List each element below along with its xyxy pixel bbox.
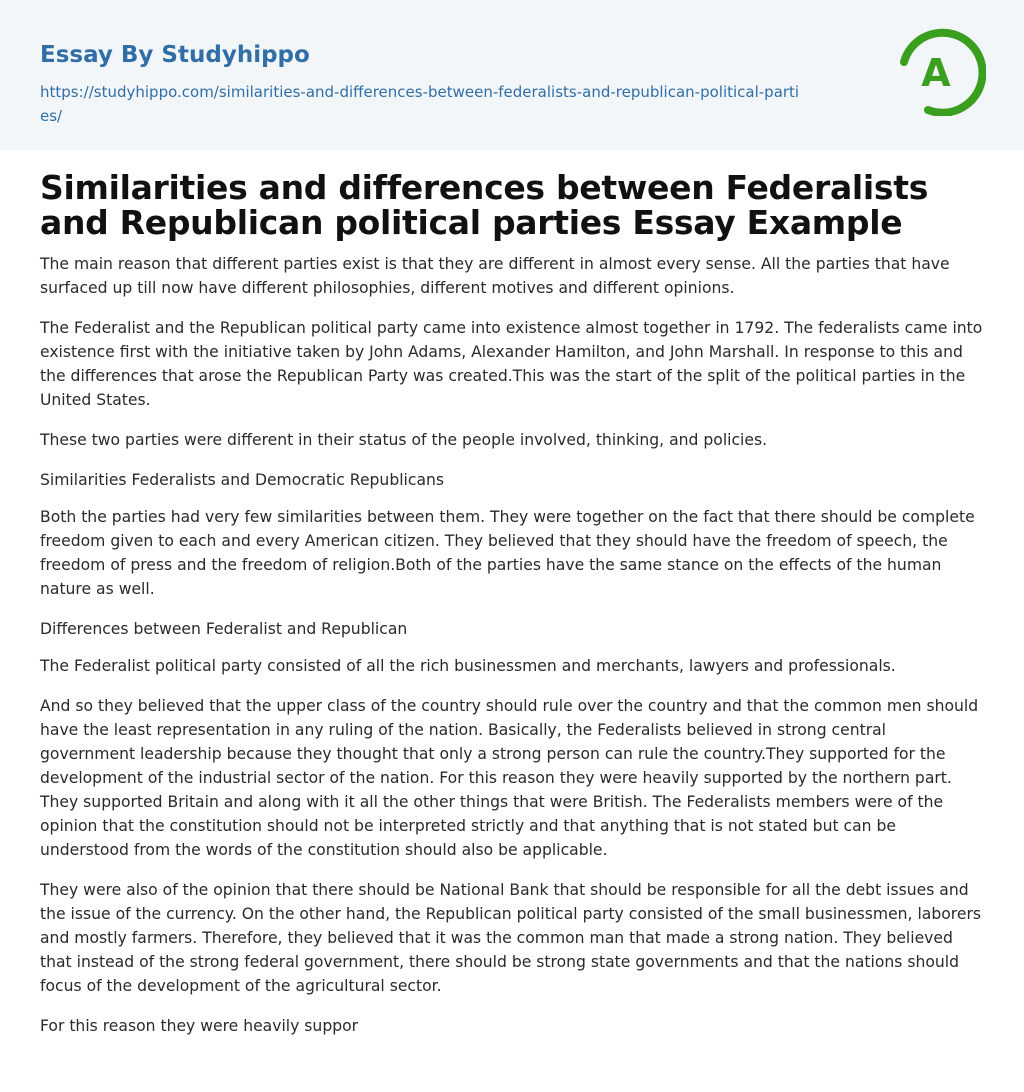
site-header — [0, 0, 1024, 150]
paragraph-truncated: For this reason they were heavily suppor — [40, 1017, 359, 1035]
brand-name: Essay By Studyhippo — [40, 42, 310, 68]
paragraph: The Federalist and the Republican political party came into existence almost together in 1792. The federalists came into existence first with the initiative taken by John Adams, Alexander Hamilton, and John Marshall. In response to this and the differences that arose the Republican Party was created.This was the start of the split of the political parties in the United States. — [40, 319, 983, 409]
paragraph: They were also of the opinion that there should be National Bank that should be responsible for all the debt issues and the issue of the currency. On the other hand, the Republican political party consisted of the small businessmen, laborers and mostly farmers. Therefore, they believed that it was the common man that made a strong nation. They believed that instead of the strong federal government, there should be strong state governments and that the nations should focus of the development of the agricultural sector. — [40, 881, 981, 995]
paragraph: The Federalist political party consisted of all the rich businessmen and merchants, lawyers and professionals. — [40, 657, 896, 675]
paragraph: The main reason that different parties exist is that they are different in almost every sense. All the parties that have surfaced up till now have different philosophies, different motives and different opinions. — [40, 255, 950, 297]
section-heading: Differences between Federalist and Republican — [40, 620, 408, 638]
section-heading: Similarities Federalists and Democratic Republicans — [40, 471, 445, 489]
studyhippo-logo-icon[interactable] — [898, 28, 986, 116]
paragraph: Both the parties had very few similarities between them. They were together on the fact that there should be complete freedom given to each and every American citizen. They believed that they should have the freedom of speech, the freedom of press and the freedom of religion.Both of the parties have the same stance on the effects of the human nature as well. — [40, 508, 975, 598]
paragraph: And so they believed that the upper class of the country should rule over the country and that the common men should have the least representation in any ruling of the nation. Basically, the Federalists believed in strong central government leadership because they thought that only a strong person can rule the country.They supported for the development of the industrial sector of the nation. For this reason they were heavily supported by the northern part. They supported Britain and along with it all the other things that were British. The Federalists members were of the opinion that the constitution should not be interpreted strictly and that anything that is not stated but can be understood from the words of the constitution should also be applicable. — [40, 697, 979, 859]
page-title: Similarities and differences between Federalists and Republican political parties Essay Example — [40, 168, 929, 242]
logo-letter: A — [921, 51, 951, 95]
article-body — [0, 150, 1024, 1038]
paragraph: These two parties were different in their status of the people involved, thinking, and policies. — [40, 431, 768, 449]
source-url-link[interactable]: https://studyhippo.com/similarities-and-differences-between-federalists-and-republican-political-parties/ — [40, 83, 800, 125]
